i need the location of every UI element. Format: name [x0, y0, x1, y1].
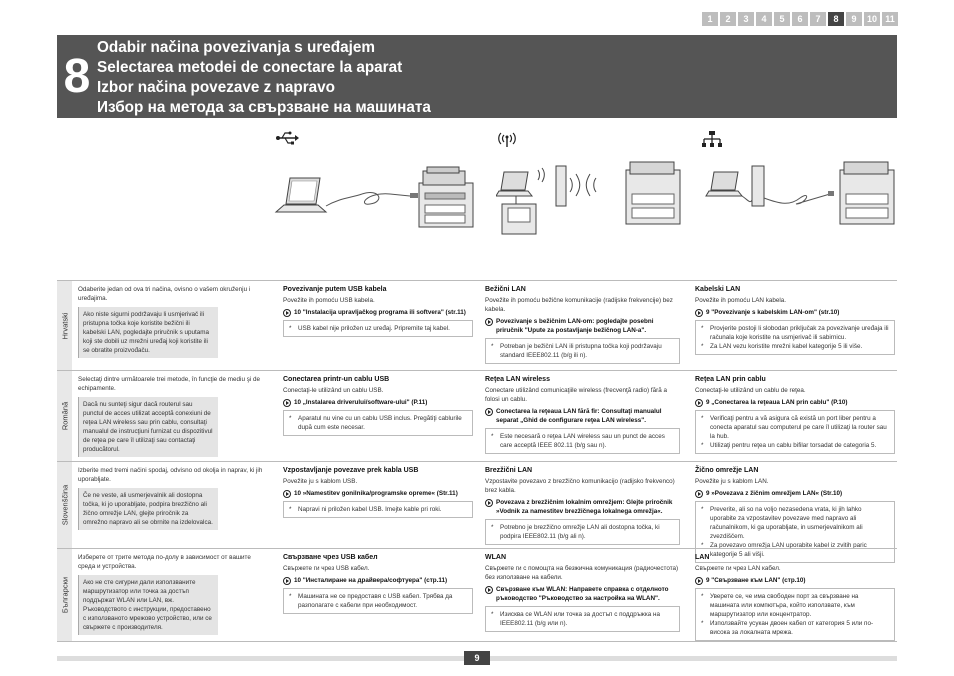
intro-column — [78, 285, 263, 358]
usb-desc: Povežite ih pomoću USB kabela. — [283, 297, 375, 304]
arrow-right-circle-icon — [485, 318, 493, 326]
row-balgarski — [57, 548, 897, 642]
usb-title: Povezivanje putem USB kabela — [283, 286, 387, 293]
step-4[interactable]: 4 — [756, 12, 772, 26]
arrow-right-circle-icon — [485, 499, 493, 507]
usb-desc: Povežite ju s kablom USB. — [283, 478, 358, 485]
intro-text: Izberite med tremi načini spodaj, odvisno od okolja in naprav, ki jih uporabljate. — [78, 467, 263, 483]
usb-title: Conectarea printr-un cablu USB — [283, 376, 390, 383]
usb-ref[interactable]: 10 "Instalacija upravljačkog programa ili softvera" (str.11) — [283, 308, 473, 317]
step-10[interactable]: 10 — [864, 12, 880, 26]
usb-note: * Napravi ni priložen kabel USB. Imejte kable pri roki. — [283, 501, 473, 518]
wlan-column — [485, 466, 680, 545]
usb-ref[interactable]: 10 »Namestitev gonilnika/programske opreme« (Str.11) — [283, 489, 473, 498]
lan-ref[interactable]: 9 "Свързване към LAN" (стр.10) — [695, 576, 895, 585]
wlan-note: * Este necesară o reţea LAN wireless sau un punct de acces care acceptă IEEE 802.11 (b/g sau n). — [485, 428, 680, 454]
wlan-column — [485, 285, 680, 364]
usb-column — [283, 553, 473, 614]
lan-title: Reţea LAN prin cablu — [695, 376, 766, 383]
row-language-label: Slovenščina — [57, 462, 72, 548]
step-2[interactable]: 2 — [720, 12, 736, 26]
wlan-column — [485, 375, 680, 454]
wireless-diagram — [496, 160, 686, 235]
intro-note-box: Dacă nu sunteţi sigur dacă routerul sau punctul de acces utilizat acceptă conexiuni de reţea LAN wireless sau prin cablu, consultaţi manualul de instrucţiuni furnizat cu dispozitivul de reţea pe care îl utilizaţi sau contactaţi producătorul. — [78, 397, 218, 457]
wlan-column — [485, 553, 680, 632]
intro-note-box: Ako niste sigurni podržavaju li usmjerivač ili pristupna točka koje koristite bežični ili kabelski LAN, pogledajte priručnik s uputama koji ste dobili uz mrežni uređaj koji koristite ili se obratite proizvođaču. — [78, 307, 218, 358]
wlan-title: Reţea LAN wireless — [485, 376, 550, 383]
arrow-right-circle-icon — [283, 399, 291, 407]
lan-note: * Уверете се, че има свободен порт за свързване на машината или компютъра, който използвате, към маршрутизатор или концентратор. * Използвайте усукан двоен кабел от категория 5 или по-висока за локалната мрежа. — [695, 588, 895, 641]
arrow-right-circle-icon — [283, 577, 291, 585]
intro-text: Odaberite jedan od ova tri načina, ovisno o vašem okruženju i uređajima. — [78, 286, 251, 302]
usb-note: * Машината не се предоставя с USB кабел. Трябва да разполагате с кабели при необходимост. — [283, 588, 473, 614]
section-header — [57, 35, 897, 118]
wlan-ref[interactable]: Conectarea la reţeaua LAN fără fir: Consultaţi manualul separat „Ghid de configurare reţea LAN wireless". — [485, 407, 680, 425]
usb-column — [283, 285, 473, 337]
wlan-desc: Свържете ги с помощта на безжична комуникация (радиочестота) без използване на кабели. — [485, 565, 679, 581]
arrow-right-circle-icon — [485, 408, 493, 416]
title-ro: Selectarea metodei de conectare la aparat — [97, 59, 403, 76]
step-1[interactable]: 1 — [702, 12, 718, 26]
usb-note: * USB kabel nije priložen uz uređaj. Pripremite taj kabel. — [283, 320, 473, 337]
title-bg: Избор на метода за свързване на машината — [97, 99, 431, 116]
wlan-note: * Potreban je bežični LAN ili pristupna točka koji podržavaju standard IEEE802.11 (b/g ili n). — [485, 338, 680, 364]
wlan-note: * Изисква се WLAN или точка за достъп с поддръжка на IEEE802.11 (b/g или n). — [485, 606, 680, 632]
wlan-desc: Povežite ih pomoću bežične komunikacije (radijske frekvencije) bez kabela. — [485, 297, 673, 313]
row-language-label: Български — [57, 549, 72, 641]
lan-column — [695, 285, 895, 355]
row-hrvatski — [57, 280, 897, 370]
lan-desc: Conectaţi-le utilizând un cablu de reţea. — [695, 387, 806, 394]
arrow-right-circle-icon — [695, 490, 703, 498]
lan-title: Žično omrežje LAN — [695, 467, 759, 474]
wlan-note: * Potrebno je brezžično omrežje LAN ali dostopna točka, ki podpira IEEE802.11 (b/g ali n). — [485, 519, 680, 545]
wlan-ref[interactable]: Povezivanje s bežičnim LAN-om: pogledajte posebni priručnik "Upute za postavljanje bežičnog LAN-a". — [485, 317, 680, 335]
usb-desc: Conectaţi-le utilizând un cablu USB. — [283, 387, 384, 394]
arrow-right-circle-icon — [485, 586, 493, 594]
usb-desc: Свържете ги чрез USB кабел. — [283, 565, 370, 572]
arrow-right-circle-icon — [283, 490, 291, 498]
row-language-label: Română — [57, 371, 72, 461]
step-7[interactable]: 7 — [810, 12, 826, 26]
wireless-icon — [497, 131, 517, 147]
section-titles — [97, 35, 431, 118]
lan-note: * Provjerite postoji li slobodan priključak za povezivanje uređaja ili računala koje koristite na usmjerivač ili sabirnicu. * Za LAN vezu koristite mrežni kabel kategorije 5 ili više. — [695, 320, 895, 355]
wlan-title: Bežični LAN — [485, 286, 526, 293]
wlan-desc: Conectare utilizând comunicaţiile wireless (frecvenţă radio) fără a folosi un cablu. — [485, 387, 667, 403]
arrow-right-circle-icon — [695, 309, 703, 317]
language-rows — [57, 280, 897, 642]
lan-desc: Povežite ju s kablom LAN. — [695, 478, 769, 485]
intro-note-box: Ако не сте сигурни дали използваните маршрутизатор или точка за достъп поддържат WLAN или LAN, вж. Ръководството с инструкции, предоставено с използваното мрежово устройство, или се свържете с производителя. — [78, 575, 218, 635]
lan-title: LAN — [695, 554, 710, 561]
lan-note: * Preverite, ali so na voljo nezasedena vrata, ki jih lahko uporabite za vzpostavitev povezave med napravo ali računalnikom, ki ga uporabljate, in usmerjevalnikom ali zvezdiščem. * Za povezavo omrežja LAN uporabite kabel iz zvitih paric kategorije 5 ali višji. — [695, 501, 895, 563]
step-3[interactable]: 3 — [738, 12, 754, 26]
wlan-title: WLAN — [485, 554, 506, 561]
usb-title: Vzpostavljanje povezave prek kabla USB — [283, 467, 419, 474]
usb-column — [283, 375, 473, 436]
lan-ref[interactable]: 9 "Povezivanje s kabelskim LAN-om" (str.10) — [695, 308, 895, 317]
lan-column — [695, 375, 895, 454]
arrow-right-circle-icon — [695, 399, 703, 407]
usb-ref[interactable]: 10 "Инсталиране на драйвера/софтуера" (стр.11) — [283, 576, 473, 585]
page-number: 9 — [464, 651, 490, 665]
usb-ref[interactable]: 10 „Instalarea driverului/software-ului" (P.11) — [283, 398, 473, 407]
usb-title: Свързване чрез USB кабел — [283, 554, 378, 561]
intro-text: Изберете от трите метода по-долу в зависимост от вашите среда и устройства. — [78, 554, 251, 570]
wlan-desc: Vzpostavite povezavo z brezžično komunikacijo (radijsko frekvenco) brez kabla. — [485, 478, 675, 494]
intro-column — [78, 466, 263, 530]
intro-text: Selectaţi dintre următoarele trei metode, în funcţie de mediu şi de echipamente. — [78, 376, 261, 392]
intro-note-box: Če ne veste, ali usmerjevalnik ali dostopna točka, ki jo uporabljate, podpira brezžično ali žično omrežje LAN, glejte priročnik za omrežno napravo ali se obrnite na izdelovalca. — [78, 488, 218, 530]
printer-icon — [415, 165, 477, 231]
lan-desc: Povežite ih pomoću LAN kabela. — [695, 297, 787, 304]
usb-note: * Aparatul nu vine cu un cablu USB inclus. Pregătiţi cablurile după cum este necesar. — [283, 410, 473, 436]
lan-ref[interactable]: 9 »Povezava z žičnim omrežjem LAN« (Str.10) — [695, 489, 895, 498]
title-sl: Izbor načina povezave z napravo — [97, 79, 336, 96]
arrow-right-circle-icon — [695, 577, 703, 585]
section-number: 8 — [63, 50, 91, 103]
wlan-title: Brezžični LAN — [485, 467, 533, 474]
network-icon — [702, 131, 722, 147]
intro-column — [78, 375, 263, 457]
step-11[interactable]: 11 — [882, 12, 898, 26]
step-5[interactable]: 5 — [774, 12, 790, 26]
step-6[interactable]: 6 — [792, 12, 808, 26]
lan-desc: Свържете ги чрез LAN кабел. — [695, 565, 781, 572]
step-9[interactable]: 9 — [846, 12, 862, 26]
row-language-label: Hrvatski — [57, 281, 72, 370]
title-hr: Odabir načina povezivanja s uređajem — [97, 39, 375, 56]
lan-note: * Verificaţi pentru a vă asigura că există un port liber pentru a conecta aparatul sau computerul pe care îl utilizaţi la router sau la hub. * Utilizaţi pentru reţea un cablu bifilar torsadat de categoria 5. — [695, 410, 895, 454]
arrow-right-circle-icon — [283, 309, 291, 317]
usb-column — [283, 466, 473, 518]
lan-title: Kabelski LAN — [695, 286, 741, 293]
step-8-active[interactable]: 8 — [828, 12, 844, 26]
intro-column — [78, 553, 263, 635]
row-romana — [57, 370, 897, 461]
step-navigation — [702, 12, 898, 26]
lan-diagram — [700, 160, 900, 235]
lan-column — [695, 553, 895, 641]
wlan-ref[interactable]: Povezava z brezžičnim lokalnim omrežjem: Glejte priročnik »Vodnik za namestitev brezžičnega lokalnega omrežja«. — [485, 498, 680, 516]
lan-ref[interactable]: 9 „Conectarea la reţeaua LAN prin cablu" (P.10) — [695, 398, 895, 407]
wlan-ref[interactable]: Свързване към WLAN: Направете справка с отделното ръководство "Ръководство за настройка на WLAN". — [485, 585, 680, 603]
